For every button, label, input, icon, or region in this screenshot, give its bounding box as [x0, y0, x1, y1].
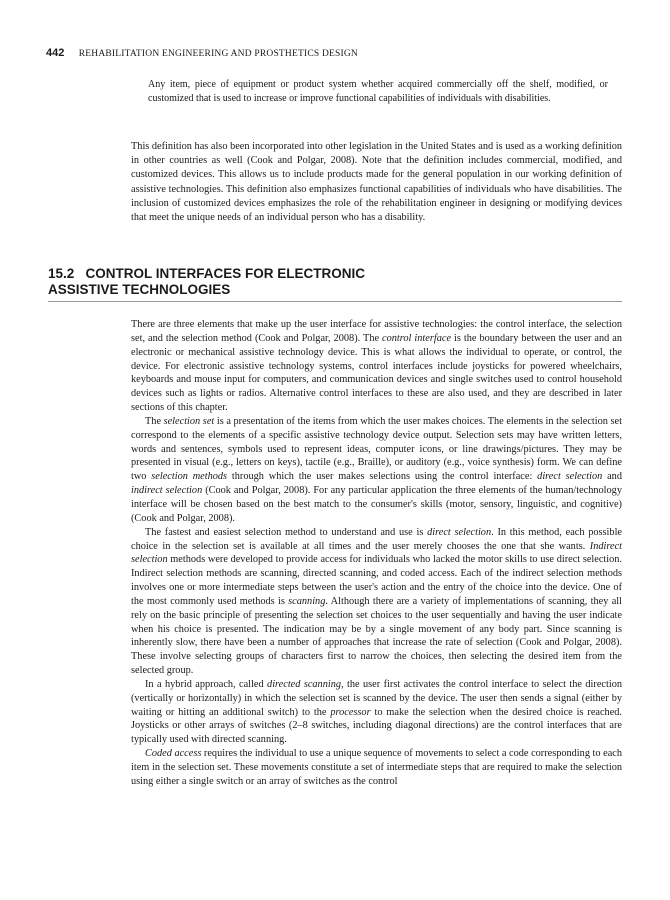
section-body	[131, 318, 622, 789]
term-control-interface: control interface	[382, 332, 452, 344]
term-indirect-selection: indirect selection	[131, 485, 203, 497]
paragraph-coded-access: Coded access requires the individual to use a unique sequence of movements to select a code corresponding to each item in the selection set. These movements constitute a set of intermediate steps that are required to make the selection using either a single switch or an array of switches as the control	[131, 748, 622, 787]
section-divider	[48, 301, 622, 302]
section-heading-line-2: ASSISTIVE TECHNOLOGIES	[48, 282, 231, 297]
term-selection-methods: selection methods	[151, 471, 228, 483]
term-coded-access: Coded access	[145, 748, 202, 760]
term-scanning: scanning	[288, 595, 326, 607]
paragraph-directed-scanning: In a hybrid approach, called directed scanning, the user first activates the control interface to select the direction (vertically or horizontally) in which the selection set is scanned by the device. The user then sends a signal (either by waiting or hitting an additional switch) to the processor to make the selection when the desired choice is reached. Joysticks or other arrays of switches (2–8 switches, including diagonal directions) are the control interfaces that are typically used with directed scanning.	[131, 678, 622, 746]
term-processor: processor	[330, 706, 371, 718]
section-heading	[48, 266, 448, 298]
term-indirect-selection-2: Indirect selection	[131, 540, 622, 566]
paragraph-selection-set: The selection set is a presentation of the items from which the user makes choices. The elements in the selection set correspond to the elements of a specific assistive technology device output. Selection sets may have written letters, words and sentences, symbols used to represent ideas, computer icons, or line drawings/pictures. They may be presented in visual (e.g., letters on keys), tactile (e.g., Braille), or auditory (e.g., voice synthesis) form. We can define two selection methods through which the user makes selections using the control interface: direct selection and indirect selection (Cook and Polgar, 2008). For any particular application the three elements of the human/technology interface will be chosen based on the best match to the consumer's skills (motor, sensory, linguistic, and cognitive) (Cook and Polgar, 2008).	[131, 415, 622, 524]
term-direct-selection-2: direct selection	[427, 526, 492, 538]
paragraph-control-interface: There are three elements that make up the user interface for assistive technologies: the control interface, the selection set, and the selection method (Cook and Polgar, 2008). The control interface is the boundary between the user and an electronic or mechanical assistive technology device. This is what allows the individual to operate, or control, the device. For electronic assistive technology systems, control interfaces include joysticks for powered wheelchairs, keyboards and mouse input for computers, and communication devices and single switches used to control household devices such as lights or radios. Alternative control interfaces to these are also used, and they are described in later sections of this chapter.	[131, 319, 622, 414]
paragraph-definition: This definition has also been incorporated into other legislation in the United States and is used as a working definition in other countries as well (Cook and Polgar, 2008). Note that the definition includes commercial, modified, and customized devices. This allows us to include products made for the general population in our working definition of assistive technologies. This definition also emphasizes functional capabilities of individuals who have disabilities. The inclusion of customized devices emphasizes the role of the rehabilitation engineer in designing or modifying devices that meet the unique needs of an individual person who has a disability.	[131, 141, 622, 224]
definition-quote: Any item, piece of equipment or product system whether acquired commercially off the shelf, modified, or customized that is used to increase or improve functional capabilities of individuals with disabilities.	[148, 79, 608, 104]
term-selection-set: selection set	[163, 415, 215, 427]
book-title: REHABILITATION ENGINEERING AND PROSTHETICS DESIGN	[78, 49, 358, 59]
term-direct-selection: direct selection	[537, 471, 603, 483]
running-head	[46, 47, 626, 61]
paragraph-direct-selection: The fastest and easiest selection method to understand and use is direct selection. In this method, each possible choice in the selection set is available at all times and the user merely chooses the one that she wants. Indirect selection methods were developed to provide access for individuals who lacked the motor skills to use direct selection. Indirect selection methods are scanning, directed scanning, and coded access. Each of the indirect selection methods involves one or more intermediate steps between the user's action and the entry of the choice into the device. One of the most commonly used methods is scanning. Although there are a variety of implementations of scanning, they all rely on the basic principle of presenting the selection set choices to the user sequentially and having the user indicate when his choice is presented. The indication may be by a single movement of any body part. Since scanning is inherently slow, there have been a number of approaches that increase the rate of selection (Cook and Polgar, 2008). These involve selecting groups of characters first to narrow the choices, then selecting the desired item from the selected group.	[131, 526, 623, 677]
page-number: 442	[46, 47, 65, 59]
section-heading-line-1: 15.2 CONTROL INTERFACES FOR ELECTRONIC	[48, 266, 366, 281]
term-directed-scanning: directed scanning	[267, 678, 342, 690]
